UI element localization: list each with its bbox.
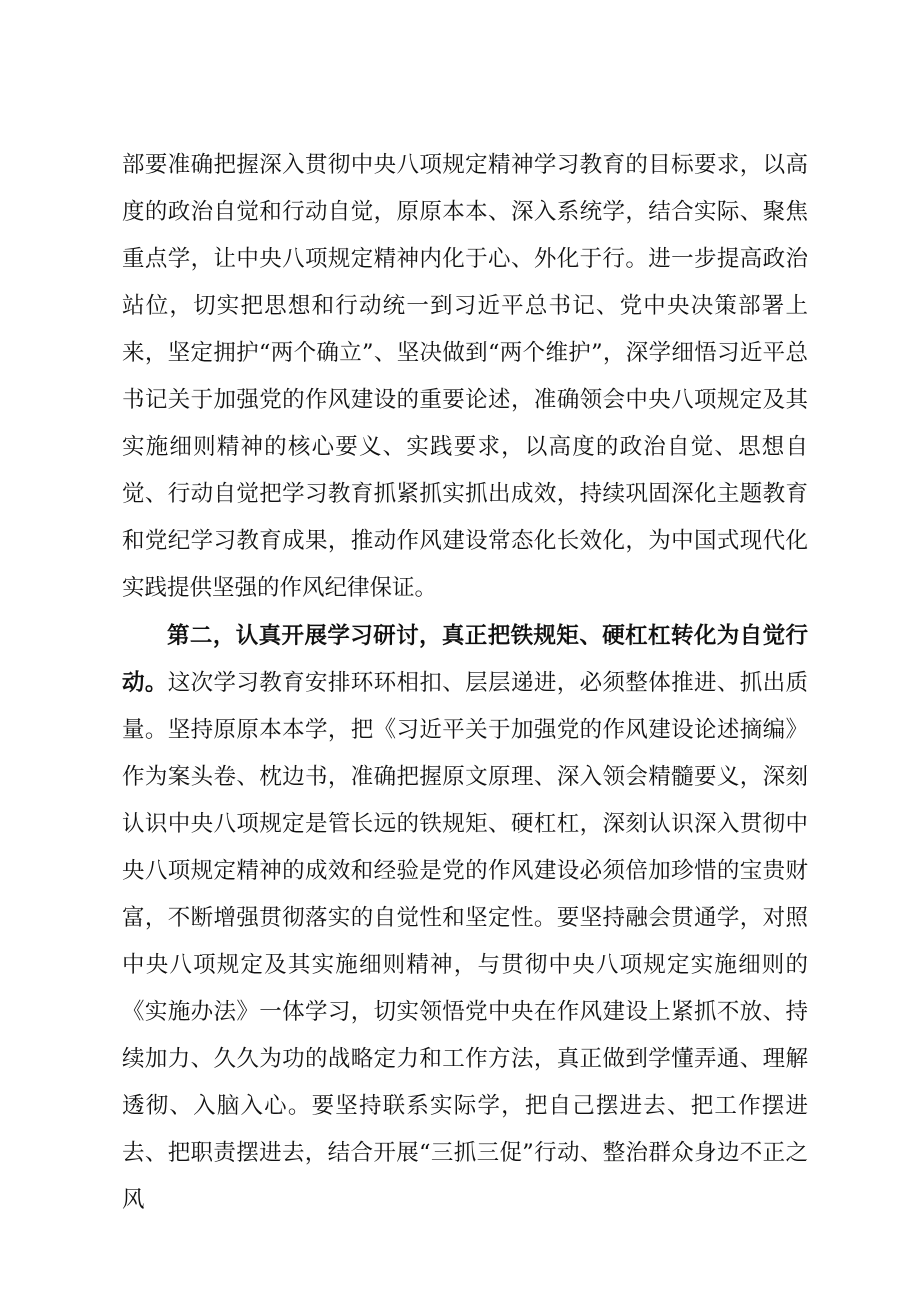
paragraph-lead-sentence: 第二，认真开展学习研讨，真正把铁规矩、硬杠杠转化为自觉行动。 (122, 623, 808, 696)
paragraph-body-text: 这次学习教育安排环环相扣、层层递进，必须整体推进、抓出质量。坚持原原本本学，把《习近平关于加强党的作风建设论述摘编》作为案头卷、枕边书，准确把握原文原理、深入领会精髓要义，深刻认识中央八项规定是管长远的铁规矩、硬杠杠，深刻认识深入贯彻中央八项规定精神的成效和经验是党的作风建设必须倍加珍惜的宝贵财富，不断增强贯彻落实的自觉性和坚定性。要坚持融会贯通学，对照中央八项规定及其实施细则精神，与贯彻中央八项规定实施细则的《实施办法》一体学习，切实领悟党中央在作风建设上紧抓不放、持续加力、久久为功的战略定力和工作方法，真正做到学懂弄通、理解透彻、入脑入心。要坚持联系实际学，把自己摆进去、把工作摆进去、把职责摆进去，结合开展“三抓三促”行动、整治群众身边不正之风 (122, 670, 808, 1213)
paragraph-section-two (122, 613, 808, 1224)
paragraph-continued: 部要准确把握深入贯彻中央八项规定精神学习教育的目标要求，以高度的政治自觉和行动自觉，原原本本、深入系统学，结合实际、聚焦重点学，让中央八项规定精神内化于心、外化于行。进一步提高政治站位，切实把思想和行动统一到习近平总书记、党中央决策部署上来，坚定拥护“两个确立”、坚决做到“两个维护”，深学细悟习近平总书记关于加强党的作风建设的重要论述，准确领会中央八项规定及其实施细则精神的核心要义、实践要求，以高度的政治自觉、思想自觉、行动自觉把学习教育抓紧抓实抓出成效，持续巩固深化主题教育和党纪学习教育成果，推动作风建设常态化长效化，为中国式现代化实践提供坚强的作风纪律保证。 (122, 152, 808, 601)
document-body (122, 142, 808, 1224)
